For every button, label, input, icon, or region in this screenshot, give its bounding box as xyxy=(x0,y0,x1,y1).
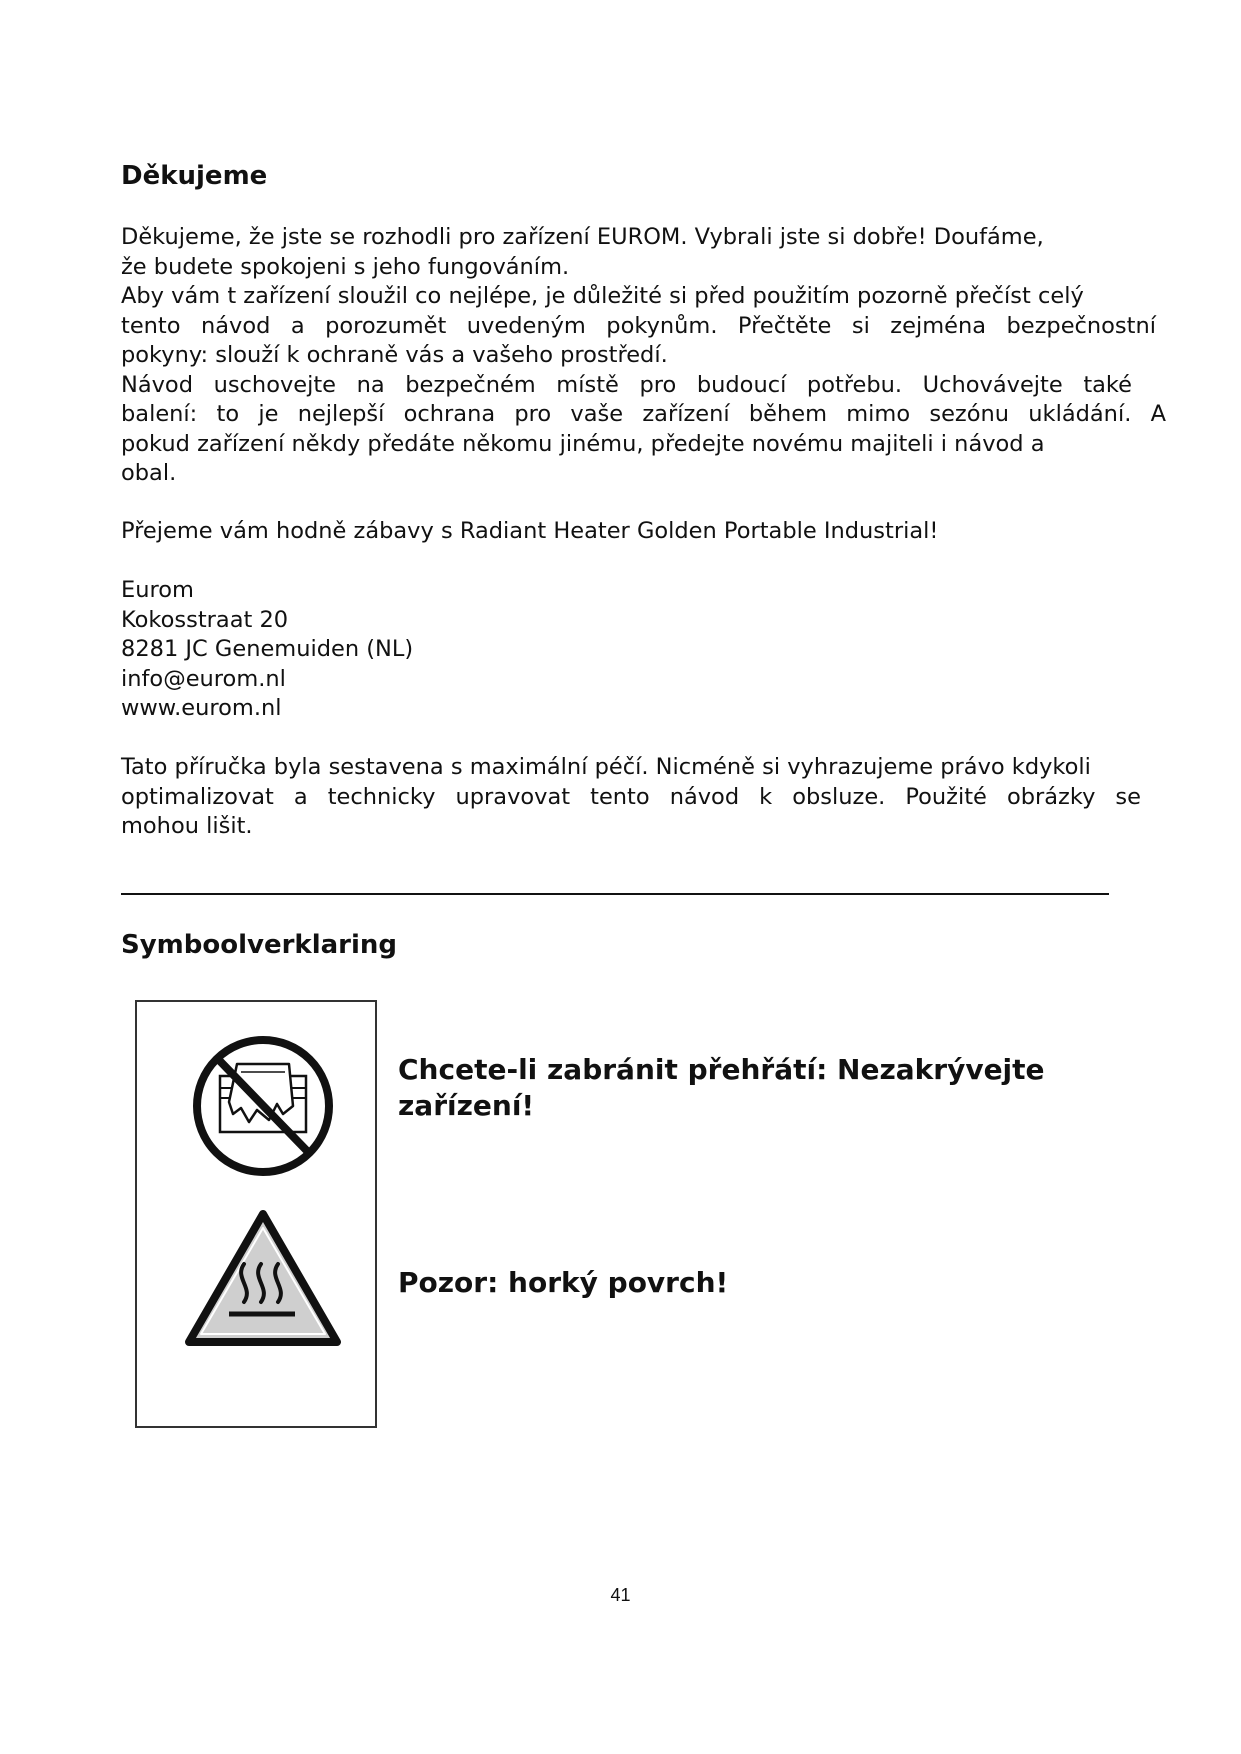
symbols-heading: Symboolverklaring xyxy=(121,930,398,960)
hot-surface-warning-icon xyxy=(189,1214,337,1342)
intro-line: Děkujeme, že jste se rozhodli pro zařízení EUROM. Vybrali jste si dobře! Doufáme, xyxy=(121,224,1044,250)
intro-line: tento návod a porozumět uvedeným pokynům. Přečtěte si zejména bezpečnostní xyxy=(121,312,1156,339)
disclaimer-line: Tato příručka byla sestavena s maximální péčí. Nicméně si vyhrazujeme právo kdykoli xyxy=(121,754,1091,780)
thanks-heading: Děkujeme xyxy=(121,161,268,191)
intro-line: obal. xyxy=(121,460,177,486)
intro-line: balení: to je nejlepší ochrana pro vaše zařízení během mimo sezónu ukládání. A xyxy=(121,401,1166,427)
hot-surface-text xyxy=(398,1265,1098,1301)
symbol-text-line: zařízení! xyxy=(398,1089,535,1122)
address-web: www.eurom.nl xyxy=(121,695,282,721)
intro-paragraph xyxy=(121,223,1166,489)
wish-text: Přejeme vám hodně zábavy s Radiant Heater Golden Portable Industrial! xyxy=(121,518,939,544)
address-email: info@eurom.nl xyxy=(121,665,286,692)
address-street: Kokosstraat 20 xyxy=(121,606,289,633)
address-city: 8281 JC Genemuiden (NL) xyxy=(121,636,414,662)
intro-line: Aby vám t zařízení sloužil co nejlépe, je důležité si před použitím pozorně přečíst celý xyxy=(121,283,1084,309)
intro-line: Návod uschovejte na bezpečném místě pro budoucí potřebu. Uchovávejte také xyxy=(121,371,1132,398)
symbol-text-line: Pozor: horký povrch! xyxy=(398,1266,729,1299)
symbol-text-line: Chcete-li zabránit přehřátí: Nezakrývejte xyxy=(398,1053,1045,1086)
page-number: 41 xyxy=(610,1585,631,1605)
address-block xyxy=(121,576,1166,724)
address-company: Eurom xyxy=(121,577,194,603)
intro-line: pokyny: slouží k ochraně vás a vašeho prostředí. xyxy=(121,342,668,368)
disclaimer-paragraph xyxy=(121,753,1166,842)
symbols-box xyxy=(135,1000,377,1428)
intro-line: pokud zařízení někdy předáte někomu jinému, předejte novému majiteli i návod a xyxy=(121,430,1045,457)
do-not-cover-text xyxy=(398,1052,1098,1124)
section-divider xyxy=(121,893,1109,895)
disclaimer-line: mohou lišit. xyxy=(121,813,253,839)
intro-line: že budete spokojeni s jeho fungováním. xyxy=(121,253,570,280)
disclaimer-line: optimalizovat a technicky upravovat tento návod k obsluze. Použité obrázky se xyxy=(121,783,1141,810)
do-not-cover-icon xyxy=(197,1040,329,1172)
